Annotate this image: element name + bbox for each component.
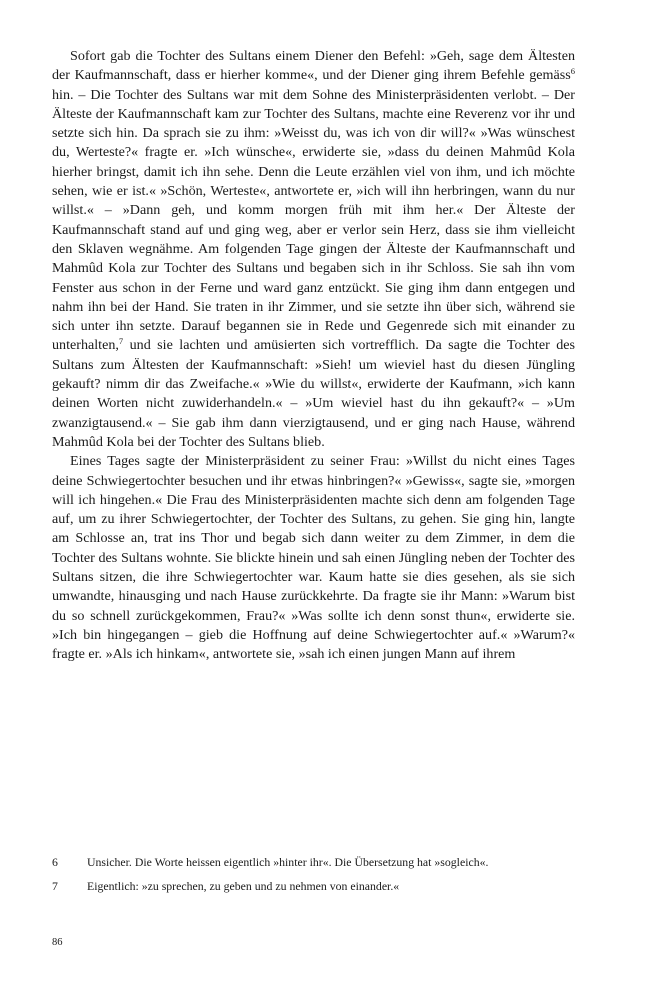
paragraph-1 <box>52 47 575 452</box>
paragraph-2: Eines Tages sagte der Ministerpräsident zu seiner Frau: »Willst du nicht eines Tages deine Schwiegertochter besuchen und ihr etwas hinbringen?« »Gewiss«, sagte sie, »morgen will ich hingehen.« Die Frau des Ministerpräsidenten machte sich denn am folgenden Tage auf, um zu ihrer Schwiegertochter, der Tochter des Sultans, zu gehen. Sie ging hin, langte am Schlosse an, trat ins Thor und begab sich dann weiter zu dem Zimmer, in dem die Tochter des Sultans wohnte. Sie blickte hinein und sah einen Jüngling neben der Tochter des Sultans sitzen, die ihre Schwiegertochter war. Kaum hatte sie dies gesehen, als sie sich umwandte, hinausging und nach Hause zurückkehrte. Da fragte sie ihr Mann: »Warum bist du so schnell zurückgekommen, Frau?« »Was sollte ich denn sonst thun«, erwiderte sie. »Ich bin hingegangen – gieb die Hoffnung auf deine Schwiegertochter auf.« »Warum?« fragte er. »Als ich hinkam«, antwortete sie, »sah ich einen jungen Mann auf ihrem <box>52 453 575 663</box>
main-text <box>52 47 575 665</box>
footnote-number: 6 <box>52 855 58 869</box>
footnote-number: 7 <box>52 878 58 893</box>
footnote-6 <box>52 854 575 871</box>
footnote-text: Unsicher. Die Worte heissen eigentlich »hinter ihr«. Die Übersetzung hat »sogleich«. <box>87 855 489 869</box>
paragraph-1-part-3: und sie lachten und amüsierten sich vortrefflich. Da sagte die Tochter des Sultans zum Ältesten der Kaufmannschaft: »Sieh! um wieviel hast du diesen Jüngling gekauft? nimm dir das Zweifache.« »Wie du willst«, erwiderte der Kaufmann, »ich kann deinen Worten nicht zuwiderhandeln.« – »Um wieviel hast du ihn gekauft?« – »Um zwanzigtausend.« – Sie gab ihm dann vierzigtausend, und er ging nach Hause, während Mahmûd Kola bei der Tochter des Sultans blieb. <box>52 337 575 450</box>
footnote-ref-6: 6 <box>570 66 575 77</box>
footnote-ref-7: 7 <box>118 336 124 347</box>
paragraph-1-part-2: hin. – Die Tochter des Sultans war mit dem Sohne des Ministerpräsidenten verlobt. – Der Älteste der Kaufmannschaft kam zur Tochter des Sultans, machte eine Reverenz vor ihr und setzte sich hin. Da sprach sie zu ihm: »Weisst du, was ich von dir will?« »Was wünschest du, Werteste?« fragte er. »Ich wünsche«, erwiderte sie, »dass du deinen Mahmûd Kola hierher bringst, damit ich ihn sehe. Denn die Leute erzählen viel von ihm, und ich möchte sehen, wie er ist.« »Schön, Werteste«, antwortete er, »ich will ihn herbringen, wann du nur willst.« – »Dann geh, und komm morgen früh mit ihm her.« Der Älteste der Kaufmannschaft stand auf und ging weg, aber er verlor sein Herz, dass sie ihm vielleicht den Sklaven wegnähme. Am folgenden Tage gingen der Älteste der Kaufmannschaft und Mahmûd Kola zur Tochter des Sultans und begaben sich in ihr Schloss. Sie sah ihn vom Fenster aus schon in der Ferne und ward ganz entzückt. Sie ging ihm dann entgegen und nahm ihn bei der Hand. Sie traten in ihr Zimmer, und sie setzte ihn über sich, während sie sich unter ihn setzte. Darauf begannen sie in Rede und Gegenrede sich mit einander zu unterhalten, <box>52 86 575 354</box>
footnote-text: Eigentlich: »zu sprechen, zu geben und zu nehmen von einander.« <box>87 878 400 893</box>
page-number: 86 <box>52 937 63 948</box>
footnote-7 <box>52 878 575 895</box>
footnotes <box>52 854 575 901</box>
paragraph-1-part-1: Sofort gab die Tochter des Sultans einem Diener den Befehl: »Geh, sage dem Ältesten der Kaufmannschaft, dass er hierher komme«, und der Diener ging ihrem Befehle gemäss <box>52 48 575 84</box>
